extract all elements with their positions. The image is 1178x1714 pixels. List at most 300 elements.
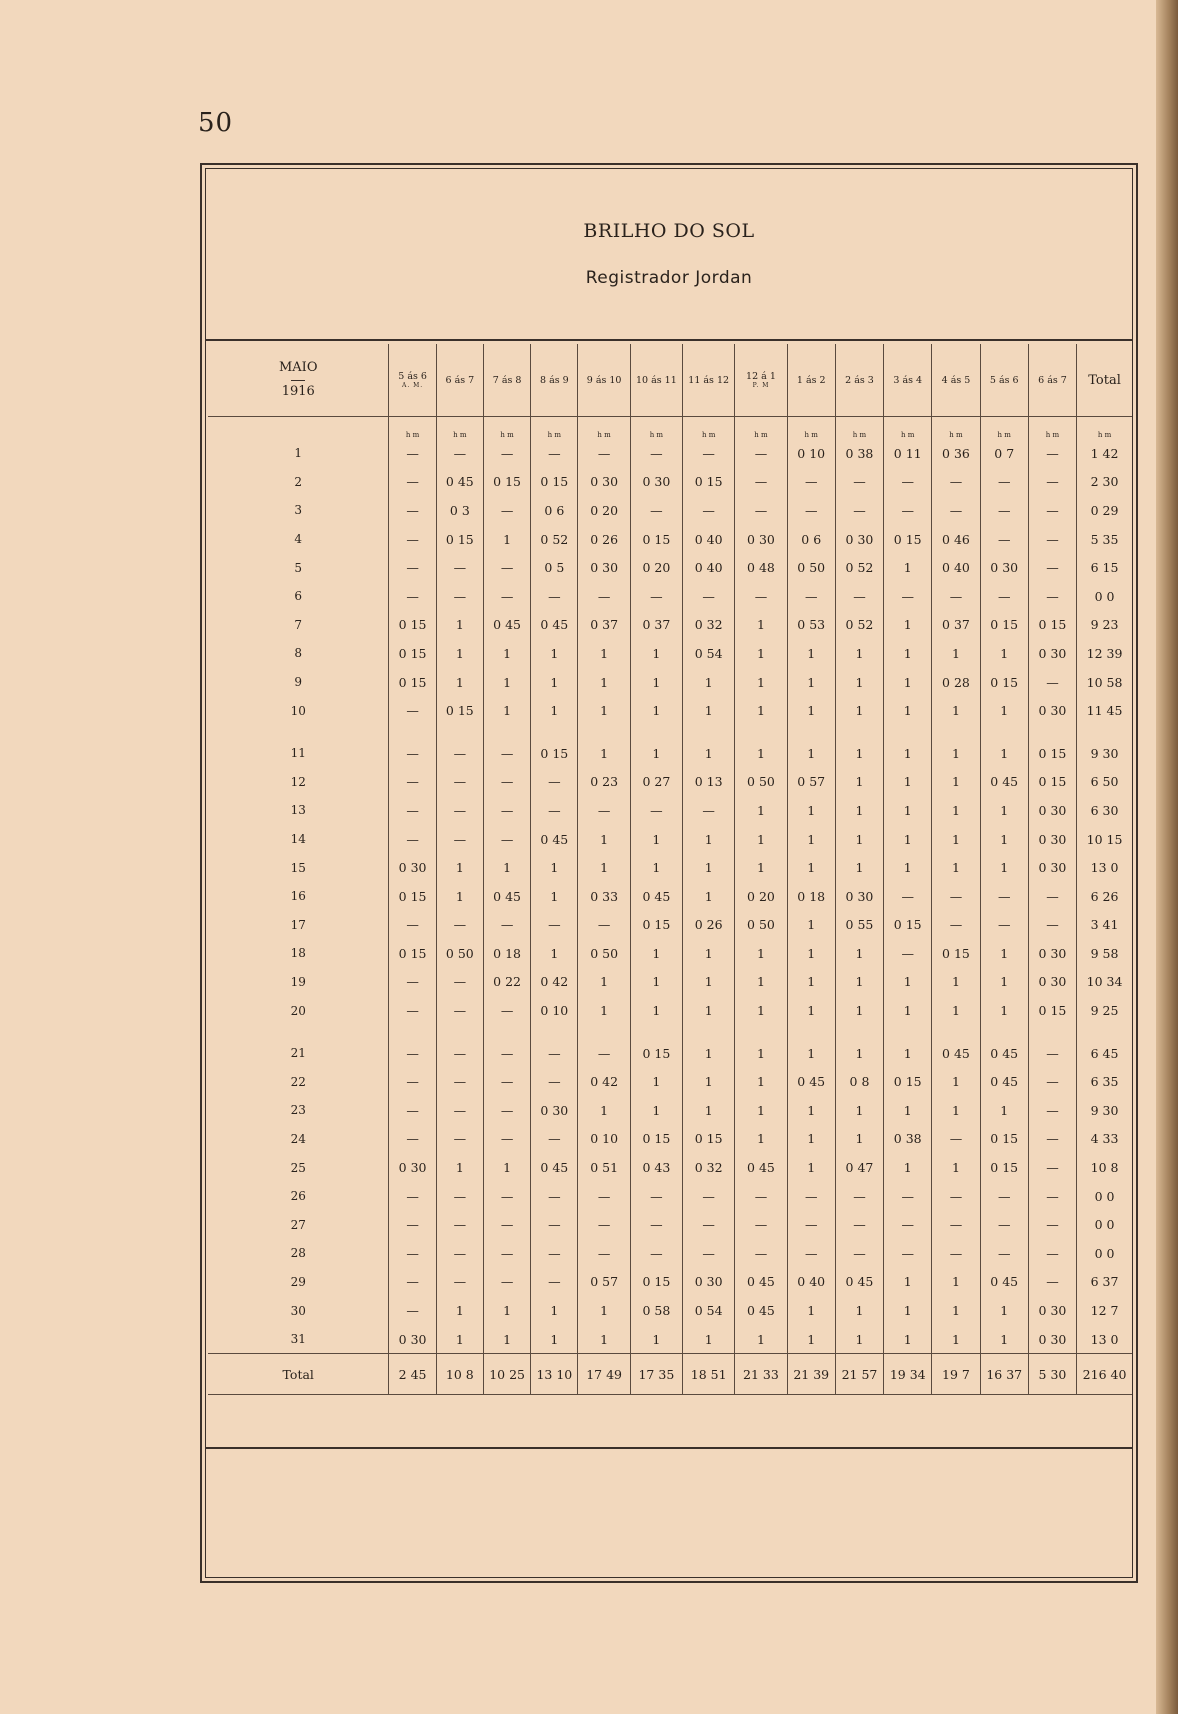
table-row xyxy=(208,582,1132,611)
hour-cell: — xyxy=(1028,1096,1076,1125)
hour-cell: 1 xyxy=(436,1296,483,1325)
hour-cell: — xyxy=(389,1067,436,1096)
hour-cell: — xyxy=(389,1296,436,1325)
hour-header-4 xyxy=(531,344,578,417)
hour-cell: 1 xyxy=(735,796,787,825)
hour-cell: 1 xyxy=(884,1153,932,1182)
hour-cell: — xyxy=(389,439,436,468)
hour-cell: — xyxy=(389,1096,436,1125)
hour-cell: 1 xyxy=(683,1325,735,1354)
hour-cell: — xyxy=(483,553,530,582)
hour-cell: — xyxy=(835,1182,883,1211)
hour-cell: 0 26 xyxy=(578,525,630,554)
hour-cell: 0 32 xyxy=(683,1153,735,1182)
day-cell: 5 xyxy=(208,553,389,582)
hour-cell: — xyxy=(389,468,436,497)
row-total-cell: 3 41 xyxy=(1090,917,1119,933)
hour-cell: 1 xyxy=(835,968,883,997)
hour-cell: 1 xyxy=(787,996,835,1025)
hour-cell: 0 47 xyxy=(835,1153,883,1182)
hour-cell: 0 30 xyxy=(735,525,787,554)
hour-cell: 1 xyxy=(787,1096,835,1125)
hour-header-3 xyxy=(483,344,530,417)
hour-header-7 xyxy=(683,344,735,417)
hour-cell: 1 xyxy=(630,825,682,854)
hour-cell: — xyxy=(884,1210,932,1239)
day-cell: 13 xyxy=(208,796,389,825)
hour-cell: 0 15 xyxy=(389,611,436,640)
day-cell: 11 xyxy=(208,725,389,768)
hour-cell: — xyxy=(389,696,436,725)
hour-cell: 1 xyxy=(835,1096,883,1125)
day-cell: 19 xyxy=(208,968,389,997)
hour-cell: 0 38 xyxy=(884,1125,932,1154)
hour-cell: 1 xyxy=(735,968,787,997)
hour-cell: — xyxy=(980,582,1028,611)
hour-header-9 xyxy=(787,344,835,417)
hour-cell: 1 xyxy=(578,1325,630,1354)
hour-cell: — xyxy=(1028,1153,1076,1182)
hour-cell: — xyxy=(483,1025,530,1068)
hour-cell: — xyxy=(980,882,1028,911)
hour-cell: 1 xyxy=(884,668,932,697)
day-cell: 21 xyxy=(208,1025,389,1068)
hour-cell: 1 xyxy=(932,968,980,997)
hour-cell: 0 45 xyxy=(980,1268,1028,1297)
table-row xyxy=(208,825,1132,854)
row-total-cell: 13 0 xyxy=(1090,1331,1119,1347)
hour-cell: — xyxy=(1028,468,1076,497)
hour-cell: 1 xyxy=(932,1268,980,1297)
hour-cell: 1 xyxy=(683,825,735,854)
hour-cell: — xyxy=(787,468,835,497)
table-row xyxy=(208,1153,1132,1182)
column-total-cell: 19 34 xyxy=(884,1354,932,1395)
hour-cell: — xyxy=(735,1239,787,1268)
hour-cell: 1 xyxy=(932,1153,980,1182)
row-total-cell: 6 37 xyxy=(1090,1274,1119,1290)
hour-cell: 0 30 xyxy=(578,468,630,497)
unit-label: h m xyxy=(884,417,932,440)
hour-cell: 1 xyxy=(980,1296,1028,1325)
year-label: 1916 xyxy=(281,383,315,399)
hour-cell: 0 27 xyxy=(630,768,682,797)
hour-cell: — xyxy=(1028,882,1076,911)
day-cell: 20 xyxy=(208,996,389,1025)
table-body xyxy=(208,344,1132,1395)
row-total-cell: 12 7 xyxy=(1090,1303,1119,1319)
hour-cell: 0 52 xyxy=(531,525,578,554)
hour-header-11 xyxy=(884,344,932,417)
hour-cell: 0 15 xyxy=(389,668,436,697)
hour-cell: 1 xyxy=(735,1025,787,1068)
hour-cell: — xyxy=(835,1239,883,1268)
hour-cell: 1 xyxy=(531,1325,578,1354)
hour-cell: 1 xyxy=(932,853,980,882)
hour-cell: 0 30 xyxy=(835,882,883,911)
hour-cell: — xyxy=(389,525,436,554)
hour-cell: 1 xyxy=(835,1325,883,1354)
hour-cell: 0 45 xyxy=(483,882,530,911)
hour-cell: 1 xyxy=(483,696,530,725)
hour-cell: 0 15 xyxy=(630,1025,682,1068)
hour-cell: 1 xyxy=(835,796,883,825)
hour-cell: — xyxy=(483,496,530,525)
hour-cell: 0 15 xyxy=(1028,768,1076,797)
row-total-cell: 0 29 xyxy=(1090,502,1119,518)
hour-cell: 1 xyxy=(630,639,682,668)
hour-cell: 0 30 xyxy=(1028,696,1076,725)
hour-header-10 xyxy=(835,344,883,417)
hour-cell: 0 28 xyxy=(932,668,980,697)
hour-cell: — xyxy=(436,796,483,825)
hour-cell: 1 xyxy=(735,996,787,1025)
hour-cell: 0 42 xyxy=(531,968,578,997)
hour-cell: — xyxy=(787,496,835,525)
hour-cell: — xyxy=(932,1125,980,1154)
hour-cell: 1 xyxy=(683,968,735,997)
hour-header-5 xyxy=(578,344,630,417)
unit-label: h m xyxy=(835,417,883,440)
hour-label: 12 á 1 xyxy=(746,371,776,382)
hour-cell: 0 30 xyxy=(1028,639,1076,668)
hour-cell: 1 xyxy=(932,1296,980,1325)
unit-label: h m xyxy=(436,417,483,440)
hour-cell: 1 xyxy=(787,1125,835,1154)
hour-cell: 1 xyxy=(436,1153,483,1182)
hour-cell: 0 50 xyxy=(787,553,835,582)
hour-cell: 1 xyxy=(787,825,835,854)
hour-cell: 1 xyxy=(683,853,735,882)
day-cell: 25 xyxy=(208,1153,389,1182)
hour-cell: — xyxy=(436,1025,483,1068)
row-total-cell: 9 25 xyxy=(1090,1003,1119,1019)
hour-cell: — xyxy=(483,439,530,468)
hour-cell: — xyxy=(531,1239,578,1268)
sunshine-table xyxy=(208,344,1132,1395)
month-label: MAIO xyxy=(278,360,318,376)
table-row xyxy=(208,725,1132,768)
month-divider xyxy=(291,380,305,381)
table-row xyxy=(208,968,1132,997)
hour-cell: — xyxy=(1028,525,1076,554)
hour-cell: 1 xyxy=(980,696,1028,725)
day-cell: 24 xyxy=(208,1125,389,1154)
hour-cell: — xyxy=(932,1239,980,1268)
hour-cell: — xyxy=(735,439,787,468)
hour-cell: — xyxy=(483,582,530,611)
hour-cell: 1 xyxy=(683,1025,735,1068)
hour-cell: — xyxy=(980,496,1028,525)
hour-cell: — xyxy=(884,939,932,968)
row-total-cell: 10 58 xyxy=(1086,674,1123,690)
totals-row xyxy=(208,1354,1132,1395)
hour-header-2 xyxy=(436,344,483,417)
hour-cell: 0 50 xyxy=(578,939,630,968)
hour-cell: 0 30 xyxy=(389,1325,436,1354)
hour-cell: 0 45 xyxy=(735,1153,787,1182)
hour-cell: 1 xyxy=(578,996,630,1025)
unit-label: h m xyxy=(683,417,735,440)
hour-cell: 1 xyxy=(683,996,735,1025)
hour-cell: 0 45 xyxy=(531,611,578,640)
hour-cell: — xyxy=(389,825,436,854)
hour-cell: 1 xyxy=(630,696,682,725)
hour-cell: — xyxy=(884,882,932,911)
hour-cell: — xyxy=(835,582,883,611)
hour-cell: 0 30 xyxy=(1028,825,1076,854)
hour-cell: — xyxy=(980,468,1028,497)
hour-cell: — xyxy=(1028,439,1076,468)
hour-cell: 0 45 xyxy=(835,1268,883,1297)
hour-cell: 1 xyxy=(578,639,630,668)
table-row xyxy=(208,1067,1132,1096)
hour-cell: 1 xyxy=(884,725,932,768)
hour-cell: 0 45 xyxy=(436,468,483,497)
hour-cell: 1 xyxy=(884,1296,932,1325)
hour-cell: 0 30 xyxy=(1028,853,1076,882)
table-row xyxy=(208,553,1132,582)
hour-cell: 0 30 xyxy=(1028,1296,1076,1325)
hour-cell: — xyxy=(630,1239,682,1268)
row-total-cell: 2 30 xyxy=(1090,474,1119,490)
hour-cell: 1 xyxy=(483,525,530,554)
hour-cell: 1 xyxy=(884,768,932,797)
hour-cell: — xyxy=(483,1125,530,1154)
hour-label: 1 ás 2 xyxy=(796,374,826,386)
grand-total-cell: 216 40 xyxy=(1077,1354,1132,1395)
hour-cell: — xyxy=(436,1096,483,1125)
hour-cell: — xyxy=(735,468,787,497)
table-row xyxy=(208,496,1132,525)
day-cell: 14 xyxy=(208,825,389,854)
hour-cell: — xyxy=(578,582,630,611)
hour-cell: — xyxy=(735,1210,787,1239)
hour-cell: — xyxy=(483,1239,530,1268)
hour-cell: 1 xyxy=(787,796,835,825)
column-total-cell: 16 37 xyxy=(980,1354,1028,1395)
table-row xyxy=(208,1025,1132,1068)
hour-cell: — xyxy=(884,496,932,525)
hour-cell: 0 30 xyxy=(1028,796,1076,825)
day-cell: 16 xyxy=(208,882,389,911)
hour-cell: 0 15 xyxy=(630,1125,682,1154)
hour-cell: 0 22 xyxy=(483,968,530,997)
hour-cell: 0 40 xyxy=(932,553,980,582)
hour-cell: 0 15 xyxy=(630,1268,682,1297)
hour-cell: 1 xyxy=(483,853,530,882)
hour-cell: 0 43 xyxy=(630,1153,682,1182)
hour-cell: — xyxy=(389,1210,436,1239)
hour-cell: — xyxy=(1028,496,1076,525)
day-cell: 6 xyxy=(208,582,389,611)
hour-cell: — xyxy=(980,525,1028,554)
hour-cell: 1 xyxy=(787,939,835,968)
hour-cell: 1 xyxy=(483,1153,530,1182)
hour-cell: 0 45 xyxy=(531,825,578,854)
hour-cell: 1 xyxy=(531,882,578,911)
hour-cell: 1 xyxy=(735,1067,787,1096)
hour-cell: 0 6 xyxy=(531,496,578,525)
column-total-cell: 19 7 xyxy=(932,1354,980,1395)
hour-cell: — xyxy=(436,911,483,940)
hour-cell: 0 30 xyxy=(1028,1325,1076,1354)
hour-label: 11 ás 12 xyxy=(688,374,730,386)
hour-cell: 1 xyxy=(980,996,1028,1025)
hour-cell: 0 20 xyxy=(578,496,630,525)
table-row xyxy=(208,1210,1132,1239)
unit-label: h m xyxy=(1097,431,1112,439)
hour-cell: 1 xyxy=(980,639,1028,668)
hour-cell: 0 30 xyxy=(835,525,883,554)
hour-cell: — xyxy=(932,468,980,497)
hour-cell: — xyxy=(578,439,630,468)
hour-cell: 1 xyxy=(980,939,1028,968)
hour-cell: 0 15 xyxy=(980,611,1028,640)
hour-cell: 1 xyxy=(787,1296,835,1325)
hour-cell: 1 xyxy=(436,611,483,640)
hour-cell: 1 xyxy=(436,853,483,882)
hour-cell: — xyxy=(436,582,483,611)
day-cell: 12 xyxy=(208,768,389,797)
hour-cell: — xyxy=(835,496,883,525)
row-total-cell: 6 35 xyxy=(1090,1074,1119,1090)
column-total-cell: 10 25 xyxy=(483,1354,530,1395)
hour-cell: 1 xyxy=(835,725,883,768)
hour-cell: — xyxy=(1028,1125,1076,1154)
hour-header-6 xyxy=(630,344,682,417)
hour-cell: — xyxy=(735,496,787,525)
page-number: 50 xyxy=(198,108,234,138)
hour-cell: — xyxy=(1028,1182,1076,1211)
hour-cell: 0 15 xyxy=(630,911,682,940)
hour-cell: 1 xyxy=(884,553,932,582)
hour-cell: 1 xyxy=(630,1067,682,1096)
column-total-cell: 17 35 xyxy=(630,1354,682,1395)
hour-cell: 0 15 xyxy=(1028,996,1076,1025)
hour-cell: 0 5 xyxy=(531,553,578,582)
table-row xyxy=(208,796,1132,825)
hour-cell: 0 46 xyxy=(932,525,980,554)
hour-cell: 0 30 xyxy=(389,853,436,882)
hour-cell: 1 xyxy=(578,825,630,854)
column-total-cell: 21 57 xyxy=(835,1354,883,1395)
hour-cell: 1 xyxy=(932,1325,980,1354)
hour-cell: — xyxy=(389,796,436,825)
day-cell: 18 xyxy=(208,939,389,968)
table-row xyxy=(208,1125,1132,1154)
hour-cell: — xyxy=(389,1239,436,1268)
hour-cell: 1 xyxy=(683,1067,735,1096)
hour-cell: 1 xyxy=(683,939,735,968)
table-subtitle: Registrador Jordan xyxy=(585,268,753,288)
hour-cell: — xyxy=(436,996,483,1025)
hour-label: 6 ás 7 xyxy=(1038,374,1067,386)
row-total-cell: 6 30 xyxy=(1090,802,1119,818)
hour-cell: 1 xyxy=(980,1325,1028,1354)
hour-cell: 1 xyxy=(735,1325,787,1354)
hour-cell: — xyxy=(932,582,980,611)
hour-cell: — xyxy=(483,1268,530,1297)
table-row xyxy=(208,611,1132,640)
hour-cell: 1 xyxy=(735,825,787,854)
hour-cell: — xyxy=(1028,1268,1076,1297)
hour-cell: — xyxy=(1028,582,1076,611)
row-total-cell: 10 8 xyxy=(1090,1160,1119,1176)
hour-label: 10 ás 11 xyxy=(636,374,677,386)
hour-cell: — xyxy=(578,1210,630,1239)
column-total-cell: 17 49 xyxy=(578,1354,630,1395)
hour-cell: 1 xyxy=(787,668,835,697)
hour-cell: 1 xyxy=(483,668,530,697)
row-total-cell: 0 0 xyxy=(1094,1217,1115,1233)
table-row xyxy=(208,1268,1132,1297)
hour-cell: 1 xyxy=(884,1325,932,1354)
hour-cell: — xyxy=(531,796,578,825)
hour-cell: 0 11 xyxy=(884,439,932,468)
hour-cell: 1 xyxy=(835,668,883,697)
unit-label: h m xyxy=(932,417,980,440)
title-divider xyxy=(205,339,1133,341)
hour-cell: 0 30 xyxy=(578,553,630,582)
hour-cell: — xyxy=(389,1268,436,1297)
hour-header-14 xyxy=(1028,344,1076,417)
hour-cell: 0 32 xyxy=(683,611,735,640)
footer-divider xyxy=(205,1447,1133,1449)
hour-cell: 1 xyxy=(980,968,1028,997)
row-total-cell: 4 33 xyxy=(1090,1131,1119,1147)
hour-cell: — xyxy=(531,1210,578,1239)
hour-cell: 0 54 xyxy=(683,1296,735,1325)
hour-cell: — xyxy=(630,1210,682,1239)
hour-label: 9 ás 10 xyxy=(586,374,622,386)
hour-cell: 0 15 xyxy=(1028,611,1076,640)
table-row xyxy=(208,525,1132,554)
hour-cell: — xyxy=(483,796,530,825)
table-row xyxy=(208,882,1132,911)
hour-cell: 0 15 xyxy=(683,1125,735,1154)
hour-cell: 0 15 xyxy=(980,1125,1028,1154)
hour-cell: 1 xyxy=(531,639,578,668)
row-total-cell: 9 30 xyxy=(1090,1102,1119,1118)
column-total-cell: 10 8 xyxy=(436,1354,483,1395)
hour-cell: 0 54 xyxy=(683,639,735,668)
hour-cell: — xyxy=(630,796,682,825)
hour-cell: 0 13 xyxy=(683,768,735,797)
hour-cell: 1 xyxy=(835,768,883,797)
hour-cell: — xyxy=(483,825,530,854)
hour-cell: 0 10 xyxy=(531,996,578,1025)
unit-label: h m xyxy=(735,417,787,440)
hour-cell: 1 xyxy=(835,696,883,725)
hour-cell: 1 xyxy=(531,939,578,968)
hour-cell: 1 xyxy=(483,1325,530,1354)
hour-cell: 1 xyxy=(630,1325,682,1354)
hour-cell: 0 45 xyxy=(483,611,530,640)
hour-cell: 0 52 xyxy=(835,611,883,640)
hour-cell: — xyxy=(531,1067,578,1096)
hour-cell: 1 xyxy=(683,725,735,768)
row-total-cell: 6 15 xyxy=(1090,560,1119,576)
hour-cell: 1 xyxy=(531,696,578,725)
hour-cell: — xyxy=(436,1268,483,1297)
table-row xyxy=(208,668,1132,697)
hour-cell: — xyxy=(683,796,735,825)
hour-cell: 0 15 xyxy=(389,939,436,968)
hour-cell: 1 xyxy=(835,996,883,1025)
hour-cell: 1 xyxy=(735,1096,787,1125)
hour-cell: 1 xyxy=(436,1325,483,1354)
